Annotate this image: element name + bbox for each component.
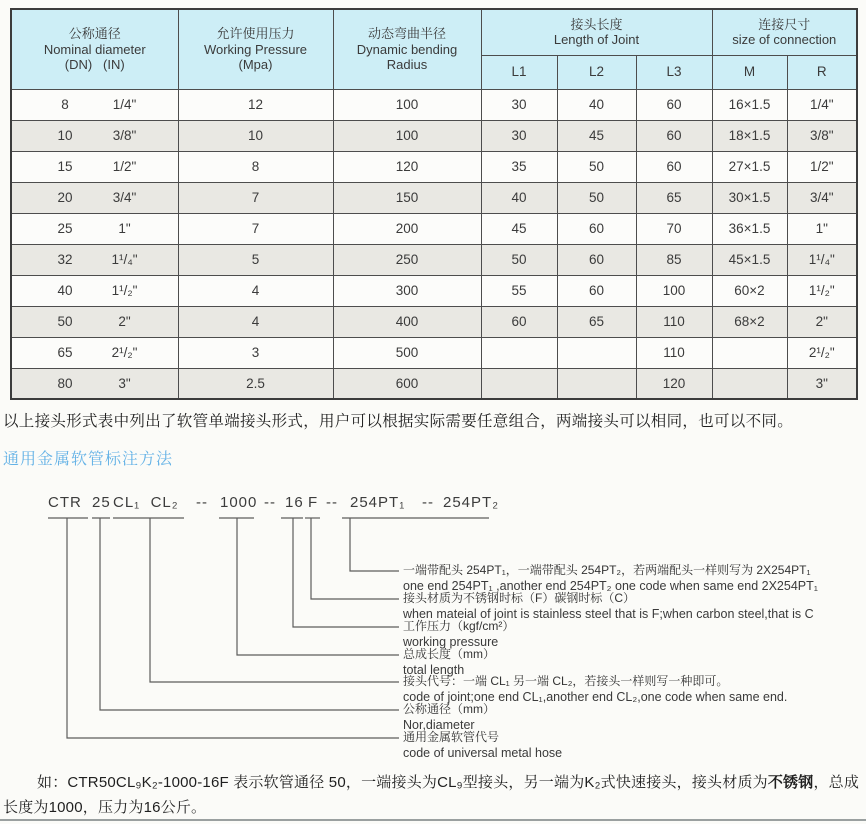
header-r: R [787, 55, 857, 89]
example-paragraph: 如：CTR50CL₉K₂-1000-16F 表示软管通径 50，一端接头为CL₉型接头，另一端为K₂式快速接头，接头材质为不锈钢，总成长度为1000，压力为16公斤。 [3, 774, 860, 816]
table-row: 65 2¹/₂" 3 500 110 2¹/₂" [11, 337, 857, 368]
formula-segment: 254PT₁ [350, 494, 406, 511]
header-l3: L3 [636, 55, 712, 89]
notation-label: 公称通径（mm） Nor,diameter [403, 702, 495, 732]
formula-segment: -- [422, 494, 434, 511]
table-row: 40 1¹/₂" 4 300 55 60 100 60×2 1¹/₂" [11, 275, 857, 306]
formula-segment: 25 [92, 494, 111, 511]
table-row: 8 1/4" 12 100 30 40 60 16×1.5 1/4" [11, 89, 857, 120]
formula-segment: F [308, 494, 319, 511]
formula-segment: -- [196, 494, 208, 511]
header-joint-length: 接头长度 Length of Joint [481, 9, 712, 55]
table-row: 80 3" 2.5 600 120 3" [11, 368, 857, 399]
table-row: 32 1¹/₄" 5 250 50 60 85 45×1.5 1¹/₄" [11, 244, 857, 275]
header-nominal-diameter: 公称通径 Nominal diameter (DN) (IN) [11, 9, 178, 89]
section-title: 通用金属软管标注方法 [3, 451, 174, 468]
formula-segment: 1000 [220, 494, 258, 511]
header-working-pressure: 允许使用压力 Working Pressure (Mpa) [178, 9, 333, 89]
table-row: 25 1" 7 200 45 60 70 36×1.5 1" [11, 213, 857, 244]
notation-label: 一端带配头 254PT₁，一端带配头 254PT₂，若两端配头一样则写为 2X254PT₁ one end 254PT₁ ,another end 254PT₂ one code when same end 2X254PT₁ [403, 563, 818, 593]
formula-segment: -- [264, 494, 276, 511]
table-row: 10 3/8" 10 100 30 45 60 18×1.5 3/8" [11, 120, 857, 151]
bottom-divider [0, 819, 866, 821]
header-bending-radius: 动态弯曲半径 Dynamic bending Radius [333, 9, 481, 89]
notation-label: 通用金属软管代号 code of universal metal hose [403, 730, 563, 760]
note-paragraph: 以上接头形式表中列出了软管单端接头形式，用户可以根据实际需要任意组合，两端接头可以相同，也可以不同。 [3, 413, 794, 430]
notation-label: 接头材质为不锈钢时标（F）碳钢时标（C） when mateial of joint is stainless steel that is F;when carbon steel,that is C [403, 591, 814, 621]
notation-label: 工作压力（kgf/cm²） working pressure [403, 619, 515, 649]
formula-segment: 16 [285, 494, 304, 511]
header-m: M [712, 55, 787, 89]
header-l1: L1 [481, 55, 557, 89]
table-row: 50 2" 4 400 60 65 110 68×2 2" [11, 306, 857, 337]
formula-segment: -- [326, 494, 338, 511]
table-row: 20 3/4" 7 150 40 50 65 30×1.5 3/4" [11, 182, 857, 213]
table-row: 15 1/2" 8 120 35 50 60 27×1.5 1/2" [11, 151, 857, 182]
notation-label: 总成长度（mm） total length [403, 647, 495, 677]
formula-segment: CTR [48, 494, 82, 511]
formula-segment: 254PT₂ [443, 494, 500, 511]
formula-segment: CL₁ CL₂ [113, 494, 179, 511]
header-l2: L2 [557, 55, 636, 89]
notation-label: 接头代号：一端 CL₁ 另一端 CL₂，若接头一样则写一种即可。 code of joint;one end CL₁,another end CL₂,one code when same end. [403, 674, 788, 704]
header-connection-size: 连接尺寸 size of connection [712, 9, 857, 55]
